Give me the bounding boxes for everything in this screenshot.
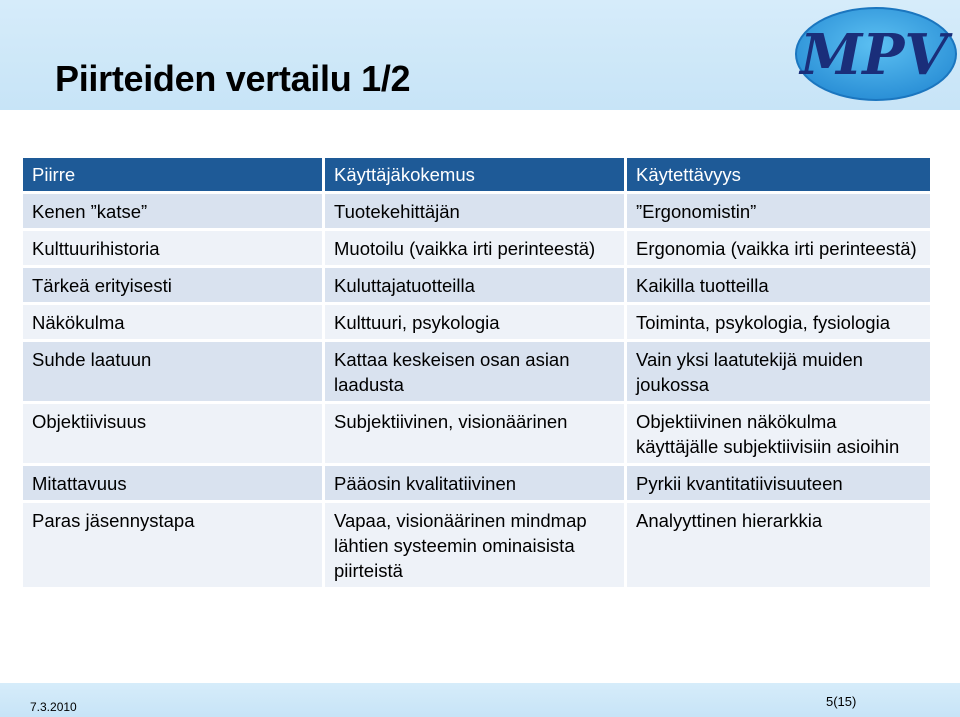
row-label: Suhde laatuun xyxy=(23,342,325,404)
row-label: Kulttuurihistoria xyxy=(23,231,325,268)
user-experience-cell: Subjektiivinen, visionäärinen xyxy=(325,404,627,466)
usability-cell: Toiminta, psykologia, fysiologia xyxy=(627,305,930,342)
user-experience-cell: Vapaa, visionäärinen mindmap lähtien systeemin ominaisista piirteistä xyxy=(325,503,627,590)
usability-cell: Objektiivinen näkökulma käyttäjälle subjektiivisiin asioihin xyxy=(627,404,930,466)
usability-cell: Ergonomia (vaikka irti perinteestä) xyxy=(627,231,930,268)
user-experience-cell: Kattaa keskeisen osan asian laadusta xyxy=(325,342,627,404)
table-row xyxy=(23,231,930,268)
table-row xyxy=(23,466,930,503)
header-usability: Käytettävyys xyxy=(627,158,930,194)
user-experience-cell: Kulttuuri, psykologia xyxy=(325,305,627,342)
usability-cell: Kaikilla tuotteilla xyxy=(627,268,930,305)
row-label: Mitattavuus xyxy=(23,466,325,503)
user-experience-cell: Pääosin kvalitatiivinen xyxy=(325,466,627,503)
bottom-band xyxy=(0,683,960,717)
table-row xyxy=(23,342,930,404)
row-label: Paras jäsennystapa xyxy=(23,503,325,590)
footer-date: 7.3.2010 xyxy=(30,700,77,714)
user-experience-cell: Tuotekehittäjän xyxy=(325,194,627,231)
comparison-table xyxy=(23,158,930,590)
table-row xyxy=(23,268,930,305)
table-row xyxy=(23,404,930,466)
usability-cell: Analyyttinen hierarkkia xyxy=(627,503,930,590)
slide-title: Piirteiden vertailu 1/2 xyxy=(55,58,411,99)
page-number: 5(15) xyxy=(826,694,857,709)
logo-text: MPV xyxy=(800,22,948,88)
table-row xyxy=(23,194,930,231)
usability-cell: Pyrkii kvantitatiivisuuteen xyxy=(627,466,930,503)
table-row xyxy=(23,503,930,590)
mpv-logo xyxy=(790,2,958,102)
table-row xyxy=(23,305,930,342)
user-experience-cell: Kuluttajatuotteilla xyxy=(325,268,627,305)
usability-cell: Vain yksi laatutekijä muiden joukossa xyxy=(627,342,930,404)
table-header-row xyxy=(23,158,930,194)
header-feature: Piirre xyxy=(23,158,325,194)
row-label: Kenen ”katse” xyxy=(23,194,325,231)
row-label: Näkökulma xyxy=(23,305,325,342)
user-experience-cell: Muotoilu (vaikka irti perinteestä) xyxy=(325,231,627,268)
row-label: Tärkeä erityisesti xyxy=(23,268,325,305)
row-label: Objektiivisuus xyxy=(23,404,325,466)
usability-cell: ”Ergonomistin” xyxy=(627,194,930,231)
header-user-experience: Käyttäjäkokemus xyxy=(325,158,627,194)
